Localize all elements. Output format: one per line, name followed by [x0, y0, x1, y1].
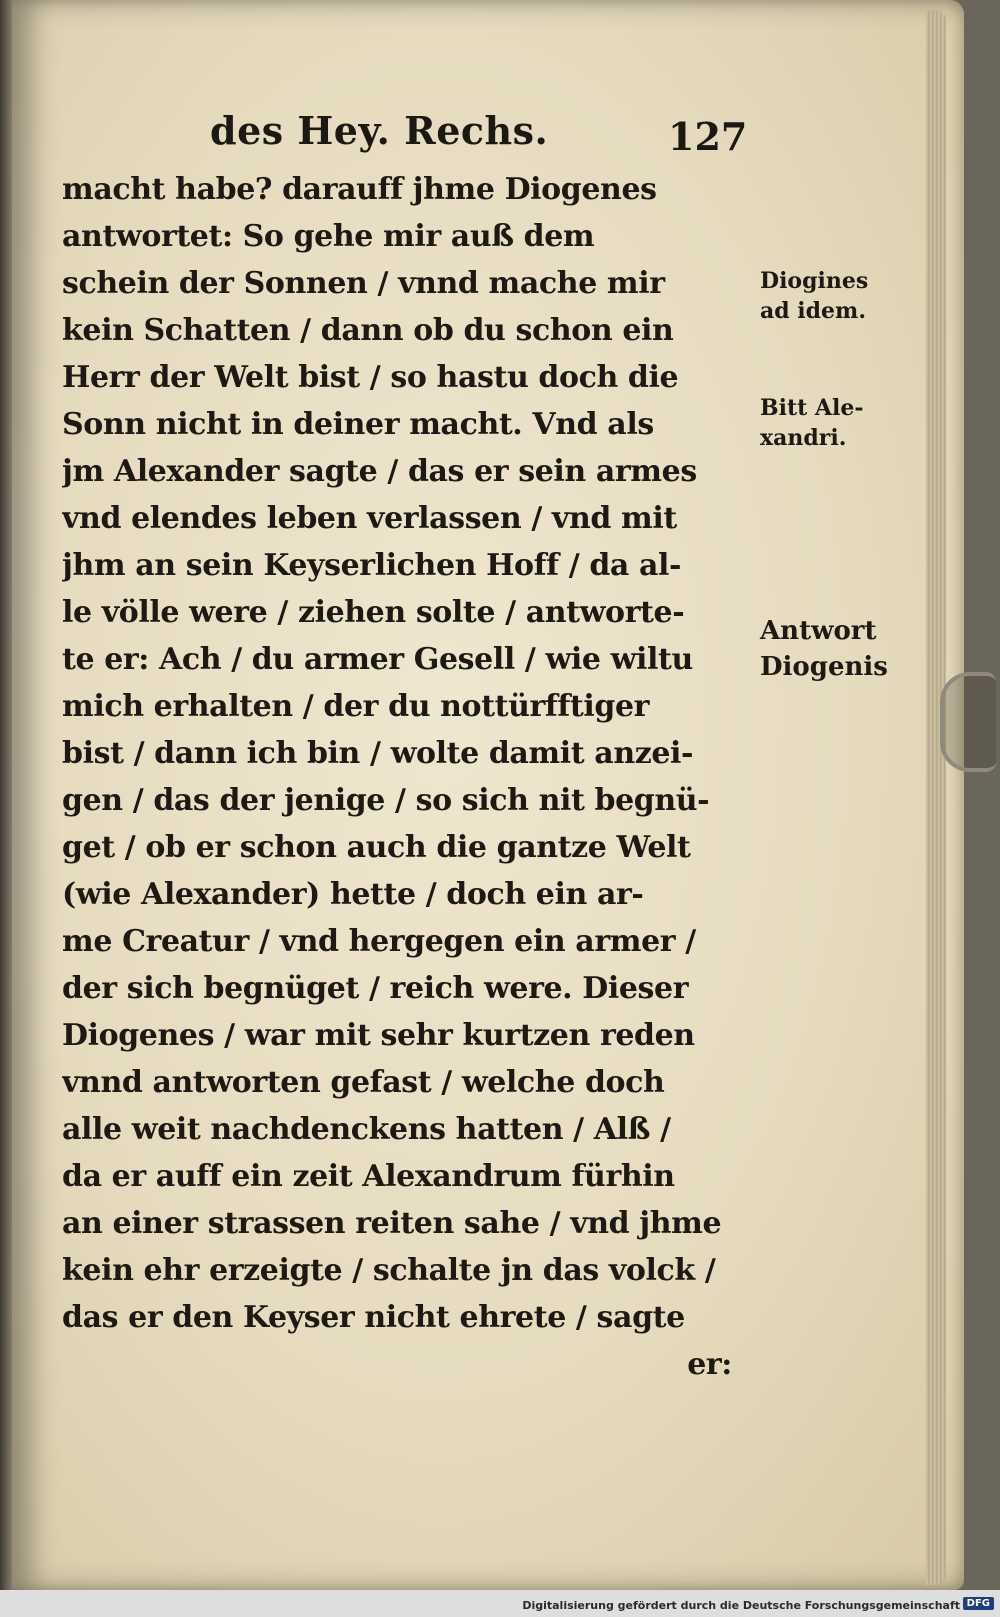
text-line: le völle were / ziehen solte / antworte-: [62, 595, 685, 630]
text-line: Diogenes / war mit sehr kurtzen reden: [62, 1018, 695, 1053]
catchword: er:: [687, 1347, 732, 1382]
page-number: 127: [668, 114, 748, 159]
marginal-note: [760, 393, 864, 453]
marginal-note-line: xandri.: [760, 425, 847, 451]
marginal-note: [760, 613, 888, 685]
text-line: kein Schatten / dann ob du schon ein: [62, 313, 674, 348]
text-line: Herr der Welt bist / so hastu doch die: [62, 360, 679, 395]
text-line: schein der Sonnen / vnnd mache mir: [62, 266, 665, 301]
text-line: me Creatur / vnd hergegen ein armer /: [62, 924, 696, 959]
marginal-note-line: Bitt Ale-: [760, 395, 864, 421]
body-text: [62, 166, 752, 1388]
text-line: da er auff ein zeit Alexandrum fürhin: [62, 1159, 675, 1194]
page-edges: [926, 10, 946, 1585]
dfg-logo: DFG: [963, 1597, 994, 1610]
marginal-note-line: Diogenis: [760, 652, 888, 682]
marginal-note-line: Diogines: [760, 268, 869, 294]
text-line: (wie Alexander) hette / doch ein ar-: [62, 877, 644, 912]
marginal-note-line: Antwort: [760, 616, 877, 646]
text-line: te er: Ach / du armer Gesell / wie wiltu: [62, 642, 693, 677]
marginal-note-line: ad idem.: [760, 298, 866, 324]
text-line: der sich begnüget / reich were. Dieser: [62, 971, 689, 1006]
text-line: antwortet: So gehe mir auß dem: [62, 219, 595, 254]
text-line: das er den Keyser nicht ehrete / sagte: [62, 1300, 685, 1335]
text-line: mich erhalten / der du nottürfftiger: [62, 689, 650, 724]
text-line: vnnd antworten gefast / welche doch: [62, 1065, 665, 1100]
text-line: macht habe? darauff jhme Diogenes: [62, 172, 657, 207]
book-clasp: [940, 672, 996, 772]
text-line: alle weit nachdenckens hatten / Alß /: [62, 1112, 671, 1147]
text-line: vnd elendes leben verlassen / vnd mit: [62, 501, 677, 536]
text-line: gen / das der jenige / so sich nit begnü-: [62, 783, 710, 818]
text-line: get / ob er schon auch die gantze Welt: [62, 830, 691, 865]
text-line: an einer strassen reiten sahe / vnd jhme: [62, 1206, 722, 1241]
text-line: jm Alexander sagte / das er sein armes: [62, 454, 697, 489]
text-line: bist / dann ich bin / wolte damit anzei-: [62, 736, 694, 771]
footer-credit: Digitalisierung gefördert durch die Deutsche Forschungsgemeinschaft: [522, 1599, 960, 1612]
text-line: kein ehr erzeigte / schalte jn das volck /: [62, 1253, 716, 1288]
text-line: Sonn nicht in deiner macht. Vnd als: [62, 407, 654, 442]
marginal-note: [760, 266, 868, 326]
running-head: des Hey. Rechs.: [210, 108, 549, 153]
text-line: jhm an sein Keyserlichen Hoff / da al-: [62, 548, 682, 583]
